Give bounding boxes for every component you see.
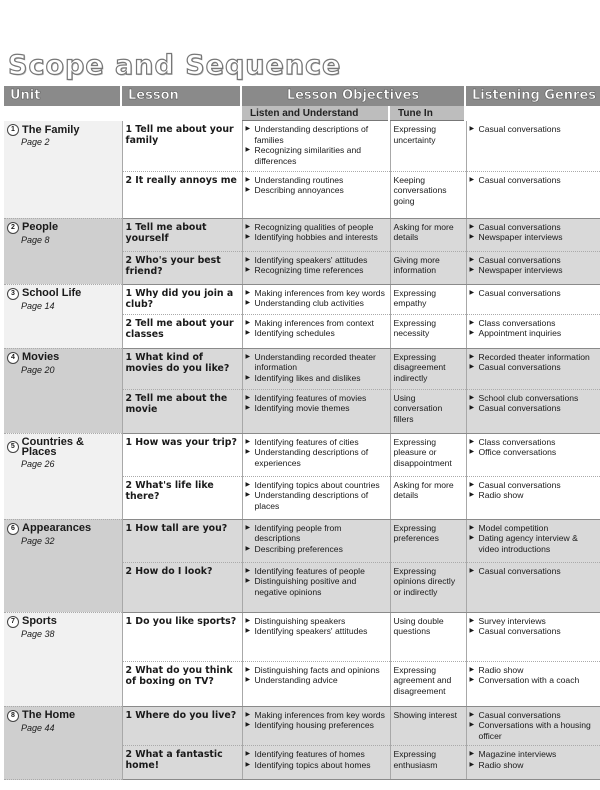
objective-item: ▶ Recognizing qualities of people <box>246 222 387 233</box>
tune-in-text: Giving more information <box>393 254 440 276</box>
objective-item: ▶ Identifying people from descriptions <box>246 523 387 544</box>
genres-cell <box>466 519 600 562</box>
lesson-title: 2 Tell me about your classes <box>125 317 234 340</box>
genres-cell <box>466 171 600 218</box>
lesson-title: 2 What a fantastic home! <box>125 749 223 772</box>
unit-number-icon: 3 <box>7 288 19 300</box>
genre-item: ▶ Radio show <box>470 760 598 771</box>
tune-in-cell <box>390 612 466 661</box>
tune-in-cell <box>390 284 466 314</box>
table-row <box>4 348 600 389</box>
genre-item: ▶ Casual conversations <box>470 362 598 373</box>
header-objectives: Lesson Objectives <box>242 86 464 106</box>
tune-in-cell <box>390 562 466 612</box>
header-genres: Listening Genres <box>466 86 600 106</box>
lesson-title: 1 How tall are you? <box>125 522 228 534</box>
unit-cell <box>4 706 122 780</box>
subheader-listen: Listen and Understand <box>242 106 388 121</box>
genre-item: ▶ Casual conversations <box>470 124 598 135</box>
lesson-cell <box>122 612 242 661</box>
lesson-cell <box>122 251 242 284</box>
objective-item: ▶ Distinguishing positive and negative opinions <box>246 576 387 597</box>
unit-name: School Life <box>22 287 82 300</box>
genre-item: ▶ Casual conversations <box>470 222 598 233</box>
objective-item: ▶ Understanding descriptions of places <box>246 490 387 511</box>
tune-in-cell <box>390 706 466 746</box>
objective-item: ▶ Distinguishing speakers <box>246 616 387 627</box>
genre-item: ▶ Survey interviews <box>470 616 598 627</box>
genre-item: ▶ Casual conversations <box>470 480 598 491</box>
lesson-title: 1 Where do you live? <box>125 709 237 721</box>
objectives-cell <box>242 612 390 661</box>
objective-item: ▶ Recognizing similarities and differences <box>246 145 387 166</box>
tune-in-text: Keeping conversations going <box>393 174 447 206</box>
objective-item: ▶ Identifying speakers' attitudes <box>246 626 387 637</box>
tune-in-cell <box>390 746 466 780</box>
objectives-cell <box>242 314 390 348</box>
lesson-cell <box>122 562 242 612</box>
lesson-title: 2 Who's your best friend? <box>125 254 221 277</box>
tune-in-text: Using double questions <box>393 615 444 637</box>
unit-number-icon: 7 <box>7 616 19 628</box>
genre-item: ▶ Casual conversations <box>470 255 598 266</box>
genre-item: ▶ School club conversations <box>470 393 598 404</box>
tune-in-cell <box>390 389 466 433</box>
lesson-title: 2 What do you think of boxing on TV? <box>125 664 233 687</box>
objective-item: ▶ Understanding club activities <box>246 298 387 309</box>
genres-cell <box>466 251 600 284</box>
unit-name: The Family <box>22 123 80 136</box>
lesson-title: 1 Tell me about your family <box>125 124 234 146</box>
table-row <box>4 519 600 562</box>
genre-item: ▶ Conversations with a housing officer <box>470 720 598 741</box>
tune-in-text: Expressing opinions directly or indirectly <box>393 565 456 597</box>
unit-name: People <box>22 221 59 234</box>
objective-item: ▶ Identifying features of homes <box>246 749 387 760</box>
tune-in-cell <box>390 519 466 562</box>
genre-item: ▶ Casual conversations <box>470 288 598 299</box>
genres-cell <box>466 433 600 476</box>
objectives-cell <box>242 121 390 171</box>
genres-cell <box>466 612 600 661</box>
unit-cell <box>4 433 122 519</box>
unit-number-icon: 1 <box>7 124 19 136</box>
unit-cell <box>4 218 122 284</box>
genres-cell <box>466 746 600 780</box>
unit-number-icon: 6 <box>7 523 19 535</box>
objective-item: ▶ Identifying features of cities <box>246 437 387 448</box>
lesson-cell <box>122 218 242 251</box>
lesson-title: 1 Why did you join a club? <box>125 287 234 310</box>
objective-item: ▶ Making inferences from context <box>246 318 387 329</box>
lesson-cell <box>122 389 242 433</box>
page-title: Scope and Sequence <box>8 50 342 81</box>
objectives-cell <box>242 476 390 519</box>
genres-cell <box>466 476 600 519</box>
lesson-title: 1 Tell me about yourself <box>125 221 207 244</box>
unit-page: Page 8 <box>21 234 50 245</box>
tune-in-cell <box>390 661 466 706</box>
lesson-title: 2 Tell me about the movie <box>125 392 228 415</box>
genre-item: ▶ Newspaper interviews <box>470 265 598 276</box>
genre-item: ▶ Class conversations <box>470 437 598 448</box>
unit-name: Countries & Places <box>21 435 84 459</box>
unit-page: Page 14 <box>21 300 55 311</box>
lesson-title: 2 It really annoys me <box>125 174 237 186</box>
tune-in-text: Expressing preferences <box>393 522 439 544</box>
tune-in-text: Asking for more details <box>393 221 454 243</box>
table-row <box>4 612 600 661</box>
genres-cell <box>466 562 600 612</box>
objectives-cell <box>242 746 390 780</box>
genre-item: ▶ Radio show <box>470 490 598 501</box>
genre-item: ▶ Magazine interviews <box>470 749 598 760</box>
genre-item: ▶ Office conversations <box>470 447 598 458</box>
genre-item: ▶ Appointment inquiries <box>470 328 598 339</box>
unit-page: Page 32 <box>21 535 55 546</box>
table-row <box>4 433 600 476</box>
unit-name: Sports <box>22 615 57 628</box>
objective-item: ▶ Describing preferences <box>246 544 387 555</box>
objective-item: ▶ Identifying housing preferences <box>246 720 387 731</box>
lesson-title: 2 How do I look? <box>125 565 213 577</box>
objective-item: ▶ Identifying topics about homes <box>246 760 387 771</box>
objective-item: ▶ Identifying movie themes <box>246 403 387 414</box>
objective-item: ▶ Identifying hobbies and interests <box>246 232 387 243</box>
lesson-cell <box>122 284 242 314</box>
unit-cell <box>4 121 122 218</box>
unit-number-icon: 4 <box>7 352 19 364</box>
lesson-title: 1 What kind of movies do you like? <box>125 351 230 374</box>
unit-cell <box>4 519 122 612</box>
tune-in-text: Showing interest <box>393 709 458 720</box>
objectives-cell <box>242 251 390 284</box>
lesson-cell <box>122 433 242 476</box>
unit-name: Appearances <box>22 522 92 535</box>
objective-item: ▶ Identifying features of movies <box>246 393 387 404</box>
genre-item: ▶ Casual conversations <box>470 710 598 721</box>
scope-table <box>4 121 600 780</box>
objective-item: ▶ Making inferences from key words <box>246 710 387 721</box>
tune-in-text: Using conversation fillers <box>393 392 443 424</box>
objectives-cell <box>242 171 390 218</box>
tune-in-text: Asking for more details <box>393 479 454 501</box>
genres-cell <box>466 389 600 433</box>
objectives-cell <box>242 389 390 433</box>
objective-item: ▶ Understanding recorded theater information <box>246 352 387 373</box>
genre-item: ▶ Dating agency interview & video introductions <box>470 533 598 554</box>
genres-cell <box>466 706 600 746</box>
objective-item: ▶ Identifying features of people <box>246 566 387 577</box>
tune-in-cell <box>390 171 466 218</box>
tune-in-text: Expressing pleasure or disappointment <box>393 436 452 468</box>
unit-number-icon: 8 <box>7 710 19 722</box>
genre-item: ▶ Radio show <box>470 665 598 676</box>
objectives-cell <box>242 348 390 389</box>
header-unit: Unit <box>4 86 120 106</box>
header-lesson: Lesson <box>122 86 240 106</box>
genre-item: ▶ Casual conversations <box>470 566 598 577</box>
genre-item: ▶ Newspaper interviews <box>470 232 598 243</box>
genres-cell <box>466 121 600 171</box>
table-row <box>4 121 600 171</box>
tune-in-cell <box>390 433 466 476</box>
tune-in-cell <box>390 348 466 389</box>
objectives-cell <box>242 433 390 476</box>
unit-page: Page 44 <box>21 722 55 733</box>
tune-in-cell <box>390 121 466 171</box>
genres-cell <box>466 314 600 348</box>
unit-page: Page 2 <box>21 137 50 147</box>
genre-item: ▶ Casual conversations <box>470 403 598 414</box>
objective-item: ▶ Identifying likes and dislikes <box>246 373 387 384</box>
lesson-cell <box>122 706 242 746</box>
table-row <box>4 284 600 314</box>
objectives-cell <box>242 706 390 746</box>
objectives-cell <box>242 562 390 612</box>
genre-item: ▶ Class conversations <box>470 318 598 329</box>
table-row <box>4 706 600 746</box>
objective-item: ▶ Identifying speakers' attitudes <box>246 255 387 266</box>
objective-item: ▶ Understanding advice <box>246 675 387 686</box>
genres-cell <box>466 284 600 314</box>
objectives-cell <box>242 519 390 562</box>
tune-in-text: Expressing uncertainty <box>393 124 437 145</box>
objective-item: ▶ Understanding descriptions of families <box>246 124 387 145</box>
unit-cell <box>4 284 122 348</box>
lesson-title: 2 What's life like there? <box>125 479 214 502</box>
genres-cell <box>466 218 600 251</box>
objective-item: ▶ Understanding routines <box>246 175 387 186</box>
lesson-cell <box>122 746 242 780</box>
objectives-cell <box>242 661 390 706</box>
unit-page: Page 20 <box>21 364 55 375</box>
unit-number-icon: 5 <box>7 441 19 453</box>
tune-in-cell <box>390 251 466 284</box>
genre-item: ▶ Recorded theater information <box>470 352 598 363</box>
subheader-tune: Tune In <box>390 106 464 121</box>
tune-in-text: Expressing empathy <box>393 287 437 309</box>
lesson-cell <box>122 519 242 562</box>
unit-cell <box>4 612 122 706</box>
unit-page: Page 26 <box>21 458 55 469</box>
lesson-cell <box>122 476 242 519</box>
table-row <box>4 218 600 251</box>
unit-page: Page 38 <box>21 628 55 639</box>
objective-item: ▶ Describing annoyances <box>246 185 387 196</box>
lesson-title: 1 How was your trip? <box>125 436 237 448</box>
lesson-title: 1 Do you like sports? <box>125 615 237 627</box>
lesson-cell <box>122 171 242 218</box>
tune-in-text: Expressing enthusiasm <box>393 749 438 770</box>
genre-item: ▶ Model competition <box>470 523 598 534</box>
objective-item: ▶ Identifying topics about countries <box>246 480 387 491</box>
objective-item: ▶ Distinguishing facts and opinions <box>246 665 387 676</box>
unit-name: Movies <box>22 351 60 364</box>
lesson-cell <box>122 661 242 706</box>
tune-in-cell <box>390 218 466 251</box>
genres-cell <box>466 348 600 389</box>
lesson-cell <box>122 121 242 171</box>
lesson-cell <box>122 314 242 348</box>
objective-item: ▶ Making inferences from key words <box>246 288 387 299</box>
tune-in-cell <box>390 476 466 519</box>
unit-name: The Home <box>22 709 76 722</box>
lesson-cell <box>122 348 242 389</box>
objectives-cell <box>242 218 390 251</box>
genre-item: ▶ Casual conversations <box>470 175 598 186</box>
genre-item: ▶ Conversation with a coach <box>470 675 598 686</box>
tune-in-text: Expressing agreement and disagreement <box>393 664 452 696</box>
genres-cell <box>466 661 600 706</box>
genre-item: ▶ Casual conversations <box>470 626 598 637</box>
unit-number-icon: 2 <box>7 222 19 234</box>
tune-in-text: Expressing disagreement indirectly <box>393 351 446 383</box>
objective-item: ▶ Identifying schedules <box>246 328 387 339</box>
objective-item: ▶ Understanding descriptions of experiences <box>246 447 387 468</box>
tune-in-cell <box>390 314 466 348</box>
objective-item: ▶ Recognizing time references <box>246 265 387 276</box>
objectives-cell <box>242 284 390 314</box>
tune-in-text: Expressing necessity <box>393 317 437 339</box>
unit-cell <box>4 348 122 433</box>
